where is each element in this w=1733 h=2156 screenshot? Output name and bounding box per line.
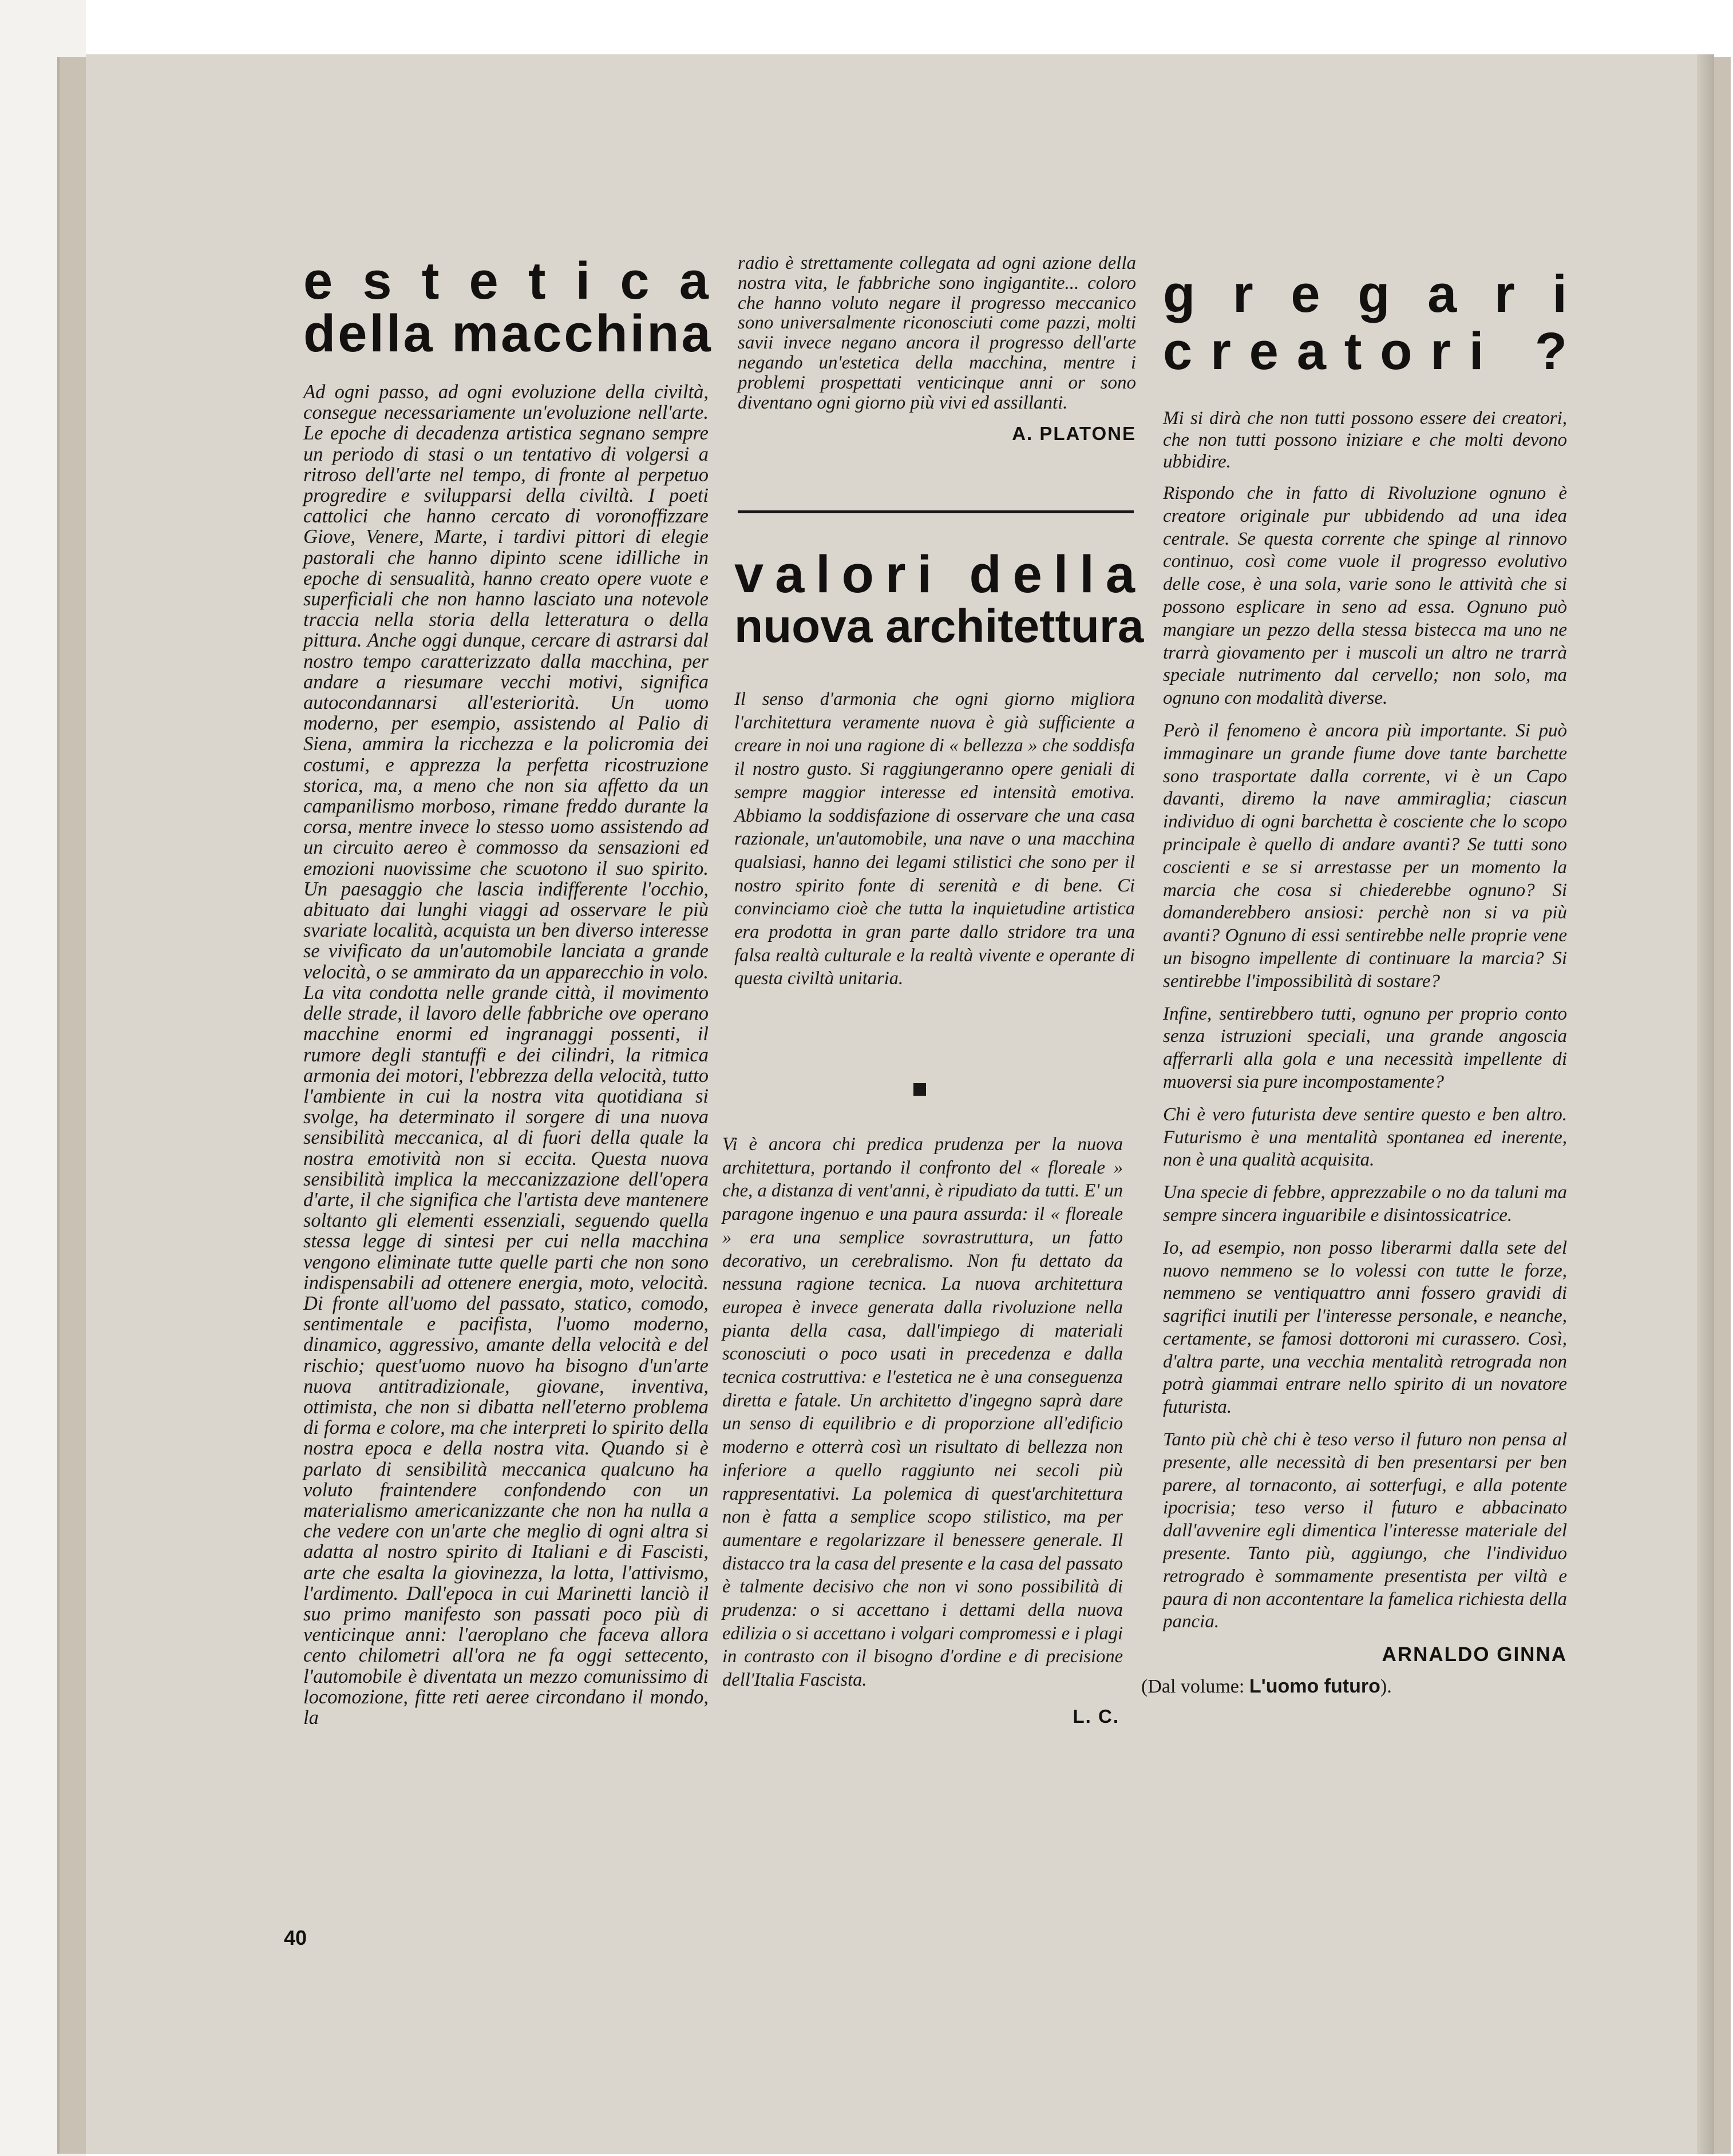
article-body: Ad ogni passo, ad ogni evoluzione della civiltà, consegue necessariamente un'evoluzione nell'arte. Le epoche di decadenza artistica segnano sempre un periodo di stasi o un tentativo di volgersi a ritroso dell'arte nel tempo, di fronte al perpetuo progredire e svilupparsi della civiltà. I poeti cattolici che hanno cercato di voronoffizzare Giove, Venere, Marte, i tardivi pittori di elegie pastorali che hanno dipinto scene idilliche in epoche di sensualità, hanno creato opere vuote e superficiali che non hanno lasciato una notevole traccia nella storia della letteratura o della pittura. Anche oggi dunque, cercare di astrarsi dal nostro tempo caratterizzato dalla macchina, per andare a riesumare vecchi motivi, significa autocondannarsi all'esteriorità. Un uomo moderno, per esempio, assistendo al Palio di Siena, ammira la ricchezza e la policromia dei costumi, e apprezza la perfetta ricostruzione storica, ma, a meno che non sia affetto da un campanilismo morboso, rimane freddo durante la corsa, mentre invece lo stesso uomo assistendo ad un circuito aereo è commosso da sensazioni ed emozioni nuovissime che scuotono il suo spirito. Un paesaggio che lascia indifferente l'occhio, abituato dai lunghi viaggi ad osservare le più svariate località, acquista un ben diverso interesse se vivificato da un'automobile lanciata a grande velocità, o se ammirato da un apparecchio in volo. La vita condotta nelle grande città, il movimento delle strade, il lavoro delle fabbriche ove operano macchine enormi ed ingranaggi possenti, il rumore degli stantuffi e dei cilindri, la ritmica armonia dei motori, l'ebbrezza della velocità, tutto l'ambiente in cui la nostra vita quotidiana si svolge, ha determinato il sorgere di una nuova sensibilità meccanica, al di fuori della quale la nostra emotività non si eccita. Questa nuova sensibilità implica la meccanizzazione dell'opera d'arte, il che significa che l'artista deve mantenere soltanto gli elementi essenziali, seguendo quella stessa legge di sintesi per cui nella macchina vengono eliminate tutte quelle parti che non sono indispensabili ad ottenere energia, moto, velocità. Di fronte all'uomo del passato, statico, comodo, sentimentale e pacifista, l'uomo moderno, dinamico, aggressivo, amante della velocità e del rischio; quest'uomo nuovo ha bisogno d'un'arte nuova antitradizionale, giovane, inventiva, ottimista, che non si dibatta nell'eterno problema di forma e colore, ma che interpreti lo spirito della nostra epoca e della nostra vita. Quando si è parlato di sensibilità meccanica qualcuno ha voluto fraintendere confondendo con un materialismo americanizzante che non ha nulla a che vedere con un'arte che meglio di ogni altra si adatta al nostro spirito di Italiani e di Fascisti, arte che esalta la giovinezza, la lotta, l'attivismo, l'ardimento. Dall'epoca in cui Marinetti lanciò il suo primo manifesto son passati poco più di venticinque anni: l'aeroplano che faceva allora cento chilometri all'ora ne fa oggi settecento, l'automobile è diventata un mezzo comunissimo di locomozione, fitte reti aeree circondano il mondo, la [303,381,709,1729]
title-letter: o [1380,322,1412,381]
paragraph: Mi si dirà che non tutti possono essere dei creatori, che non tutti possono iniziare e che molti devono ubbidire. [1163,408,1567,472]
title-letter [1502,325,1517,378]
paragraph: Chi è vero futurista deve sentire questo e ben altro. Futurismo è una mentalità spontanea ed inerente, non è una qualità acquisita. [1163,1104,1567,1171]
article-body-part2-container [722,1133,1123,1727]
title-letter: o [841,545,874,604]
paragraph: Infine, sentirebbero tutti, ognuno per proprio conto senza istruzioni speciali, una grande angoscia afferrarli alla gola e una necessità impellente di muoversi sia pure incompostamente? [1163,1003,1567,1092]
signature-arnaldo-ginna: ARNALDO GINNA [1382,1643,1567,1666]
title-letter: l [1079,545,1094,604]
title-letter: t [1344,322,1362,381]
title-creatori [1163,322,1567,381]
paragraph: Però il fenomeno è ancora più importante. Si può immaginare un grande fiume dove tante barchette sono trasportate dalla corrente, vi è un Capo davanti, diremo la nave ammiraglia; ciascun individuo di ogni barchetta è cosciente che lo scopo principale è quello di andare avanti? Se tutti sono coscienti e se si arrestasse per un momento la marcia che cosa si chiederebbe ognuno? Si domanderebbero ansiosi: perchè non si va più avanti? Ognuno di essi sentirebbe nelle proprie vene un bisogno impellente di continuare la marcia? Si sentirebbe l'impossibilità di sostare? [1163,720,1567,992]
article-valori-della-nuova-architettura [734,545,1144,990]
article-body-part2: Vi è ancora chi predica prudenza per la nuova architettura, portando il confronto del « floreale » che, a distanza di vent'anni, è ripudiato da tutti. E' un paragone ingenuo e una paura assurda: il « floreale » era una semplice sovrastruttura, un fatto decorativo, un cerebralismo. Non fu dettato da nessuna ragione tecnica. La nuova architettura europea è invece generata dalla rivoluzione nella pianta della casa, dall'impiego di materiali sconosciuti o poco usati in precedenza e dalla tecnica costruttiva: e l'estetica ne è una conseguenza diretta e fatale. Un architetto d'ingegno saprà dare un senso di equilibrio e di proporzione all'edificio moderno e otterrà così un risultato di bellezza non inferiore a quello raggiunto nei secoli più rappresentativi. La polemica di quest'architettura non è fatta a semplice scopo stilistico, ma per aumentare e regolarizzare il benessere generale. Il distacco tra la casa del presente e la casa del passato è talmente decisivo che non vi sono possibilità di prudenza: o si accettano i dettami della nuova edilizia o si accettano i volgari compromessi e i plagi in contrasto con il bisogno d'ordine e di precisione dell'Italia Fascista. [722,1134,1123,1691]
page-edge-shadow [1697,54,1714,2154]
page-number: 40 [284,1926,307,1949]
source-note [1141,1675,1567,1698]
signature-lc: L. C. [1073,1705,1119,1727]
title-letter: ? [1534,322,1567,381]
title-letter: r [1430,322,1451,381]
section-separator-square [913,1083,926,1096]
title-letter: a [679,252,709,310]
title-letter: i [575,252,591,310]
title-letter: r [885,545,906,604]
title-letter: c [1163,322,1193,381]
title-letter: l [816,545,830,604]
source-suffix: ). [1380,1676,1392,1698]
article-gregari-creatori [1141,265,1567,1698]
title-letter: t [528,252,546,310]
title-letter: g [1358,265,1390,323]
title-letter: l [1053,545,1069,604]
article-continuation: radio è strettamente collegata ad ogni azione della nostra vita, le fabbriche sono ingigantite... coloro che hanno voluto negare il progresso meccanico sono universalmente riconosciuti come pazzi, molti savii invece negano ancora il progresso dell'arte negando un'estetica della macchina, mentre i problemi prospettati venticinque anni or sono diventano ogni giorno più vivi ed assillanti. [738,253,1136,413]
title-letter: e [469,252,498,310]
title-letter: a [1296,322,1326,381]
paragraph: Io, ad esempio, non posso liberarmi dalla sete del nuovo nemmeno se lo volessi con tutte le forze, nemmeno se ventiquattro anni fossero gravidi di sagrifici inutili per l'interesse personale, e neanche, certamente, se famosi dottoroni mi curassero. Così, d'altra parte, una vecchia mentalità retrograda non potrà giammai entrare nello spirito di un novatore futurista. [1163,1237,1567,1418]
title-gregari [1163,265,1567,323]
paragraph: Una specie di febbre, apprezzabile o no da taluni ma sempre sincera inguaribile e disintossicatrice. [1163,1182,1567,1226]
title-letter: a [1105,545,1135,604]
source-title: L'uomo futuro [1249,1675,1380,1698]
title-estetica [303,252,709,310]
title-letter: a [1427,265,1457,323]
section-divider [738,510,1134,513]
title-letter: e [1291,265,1320,323]
title-letter: i [1552,265,1567,323]
paragraph: Tanto più chè chi è teso verso il futuro non pensa al presente, alle necessità di ben presentarsi per ben parere, al tornaconto, ai sotterfugi, e alla potente ipocrisia; teso verso il futuro e abbacinato dall'avvenire egli dimentica l'interesse materiale del presente. Tanto più, aggiungo, che l'individuo retrogrado è sommamente presentista per viltà e paura di non accontentare la famelica richiesta della pancia. [1163,1429,1567,1632]
title-letter: r [1494,265,1515,323]
title-letter: c [620,252,650,310]
source-prefix: (Dal volume: [1141,1676,1249,1698]
title-letter: r [1210,322,1231,381]
title-letter: i [917,545,932,604]
article-estetica-della-macchina [303,252,713,1729]
article-body-part1: Il senso d'armonia che ogni giorno migliora l'architettura veramente nuova è già sufficiente a creare in noi una ragione di « bellezza » che soddisfa il nostro gusto. Si raggiungeranno opere geniali di sempre maggior interesse ed intensità emotiva. Abbiamo la soddisfazione di osservare che una casa razionale, un'automobile, una nave o una macchina qualsiasi, hanno dei legami stilistici che sono per il nostro spirito fonte di serenità e di bene. Ci convinciamo cioè che tutta la inquietudine artistica era prodotta in gran parte dallo stridore tra una falsa realtà culturale e la realtà vivente e operante di questa civiltà unitaria. [734,689,1135,989]
title-letter: e [303,252,333,310]
title-letter: g [1163,265,1196,323]
title-nuova-architettura: nuova architettura [734,600,1144,652]
title-valori-della [734,545,1135,604]
title-letter: r [1232,265,1253,323]
title-letter: d [969,545,1002,604]
column-2 [738,253,1136,445]
title-letter: i [1469,322,1484,381]
article-body [1163,407,1567,1634]
title-della-macchina: della macchina [303,304,713,363]
title-letter: e [1012,545,1042,604]
title-letter: e [1249,322,1279,381]
title-letter: a [775,545,805,604]
paragraph: Rispondo che in fatto di Rivoluzione ognuno è creatore originale pur ubbidendo ad una idea centrale. Se questa corrente che spinge al rinnovo continuo, così come vuole il progresso evolutivo delle cose, è una sola, varie sono le attività che si possono esplicare in seno ad essa. Ognuno può mangiare un pezzo della stessa bistecca ma uno ne trarrà giovamento per i muscoli un altro ne trarrà speciale nutrimento dal cervello; non solo, ma ognuno con modalità diverse. [1163,483,1567,709]
title-letter: v [734,545,764,604]
title-letter: t [421,252,440,310]
title-letter: s [362,252,392,310]
signature-platone: A. PLATONE [1012,423,1136,445]
title-letter [943,548,958,599]
